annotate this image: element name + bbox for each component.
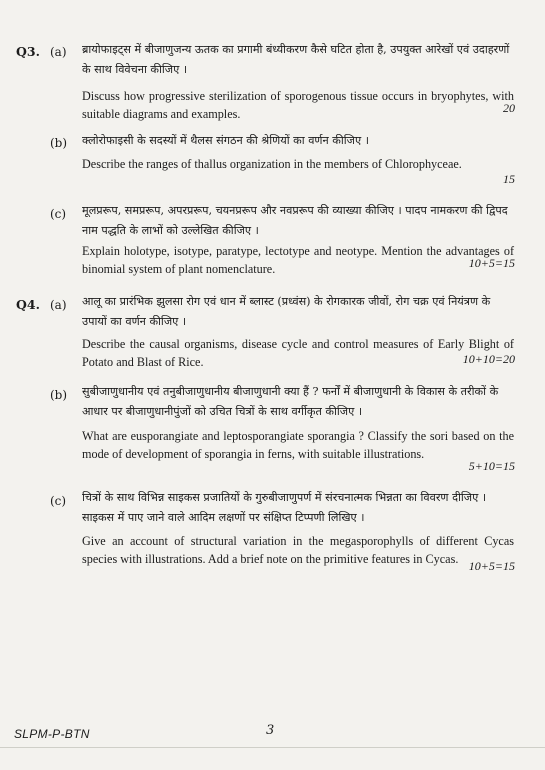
- q4-c-label: (c): [50, 494, 67, 508]
- q3-a-label: (a): [50, 45, 67, 59]
- q4-b-block: [82, 382, 514, 463]
- q3-a-english: Discuss how progressive sterilization of sporogenous tissue occurs in bryophytes, with suitable diagrams and examples.: [82, 89, 514, 121]
- q3-c-hindi: मूलप्ररूप, समप्ररूप, अपरप्ररूप, चयनप्ररूप और नवप्ररूप की व्याख्या कीजिए । पादप नामकरण की द्विपद नाम पद्धति के लाभों को उल्लेखित कीजिए ।: [82, 204, 508, 237]
- q3-b-hindi: क्लोरोफाइसी के सदस्यों में थैलस संगठन की श्रेणियों का वर्णन कीजिए ।: [82, 134, 369, 147]
- question-number-q3: Q3.: [16, 44, 40, 59]
- q3-b-block: [82, 131, 514, 174]
- q4-a-hindi: आलू का प्रारंभिक झुलसा रोग एवं धान में ब्लास्ट (प्रध्वंस) के रोगकारक जीवों, रोग चक्र एवं नियंत्रण के उपायों का वर्णन कीजिए ।: [82, 295, 491, 328]
- q4-a-marks: 10+10=20: [462, 352, 515, 366]
- q3-c-marks: 10+5=15: [468, 256, 515, 270]
- q4-b-label: (b): [50, 388, 68, 402]
- q4-c-hindi: चित्रों के साथ विभिन्न साइकस प्रजातियों के गुरुबीजाणुपर्ण में संरचनात्मक भिन्नता का विवरण दीजिए । साइकस में पाए जाने वाले आदिम लक्षणों पर संक्षिप्त टिप्पणी लिखिए ।: [82, 491, 487, 524]
- footer-divider: [0, 747, 545, 748]
- q4-c-english: Give an account of structural variation in the megasporophylls of different Cycas species with illustrations. Add a brief note on the primitive features in Cycas.: [82, 534, 514, 566]
- q3-c-english: Explain holotype, isotype, paratype, lectotype and neotype. Mention the advantages of binomial system of plant nomenclature.: [82, 244, 514, 276]
- q4-c-marks: 10+5=15: [468, 559, 515, 573]
- q3-c-block: [82, 201, 514, 278]
- q4-b-marks: 5+10=15: [468, 459, 515, 473]
- q4-b-english: What are eusporangiate and leptosporangiate sporangia ? Classify the sori based on the mode of development of sporangia in ferns, with suitable illustrations.: [82, 429, 514, 461]
- q3-b-english: Describe the ranges of thallus organization in the members of Chlorophyceae.: [82, 157, 462, 171]
- q3-a-block: [82, 40, 514, 123]
- q3-a-hindi: ब्रायोफाइट्स में बीजाणुजन्य ऊतक का प्रगामी बंध्यीकरण कैसे घटित होता है, उपयुक्त आरेखों एवं उदाहरणों के साथ विवेचना कीजिए ।: [82, 43, 510, 76]
- question-number-q4: Q4.: [16, 297, 40, 312]
- q4-c-block: [82, 488, 514, 568]
- q3-c-label: (c): [50, 207, 67, 221]
- q4-a-english: Describe the causal organisms, disease cycle and control measures of Early Blight of Potato and Blast of Rice.: [82, 337, 514, 369]
- page-number: 3: [266, 723, 275, 738]
- q3-a-marks: 20: [503, 101, 515, 115]
- q3-b-label: (b): [50, 136, 68, 150]
- q4-b-hindi: सुबीजाणुधानीय एवं तनुबीजाणुधानीय बीजाणुधानी क्या हैं ? फर्नों में बीजाणुधानी के विकास के तरीकों के आधार पर बीजाणुधानीपुंजों को उचित चित्रों के साथ वर्गीकृत कीजिए ।: [82, 385, 499, 418]
- q4-a-block: [82, 292, 514, 371]
- q4-a-label: (a): [50, 298, 67, 312]
- q3-b-marks: 15: [503, 172, 515, 186]
- paper-code: SLPM-P-BTN: [14, 727, 90, 741]
